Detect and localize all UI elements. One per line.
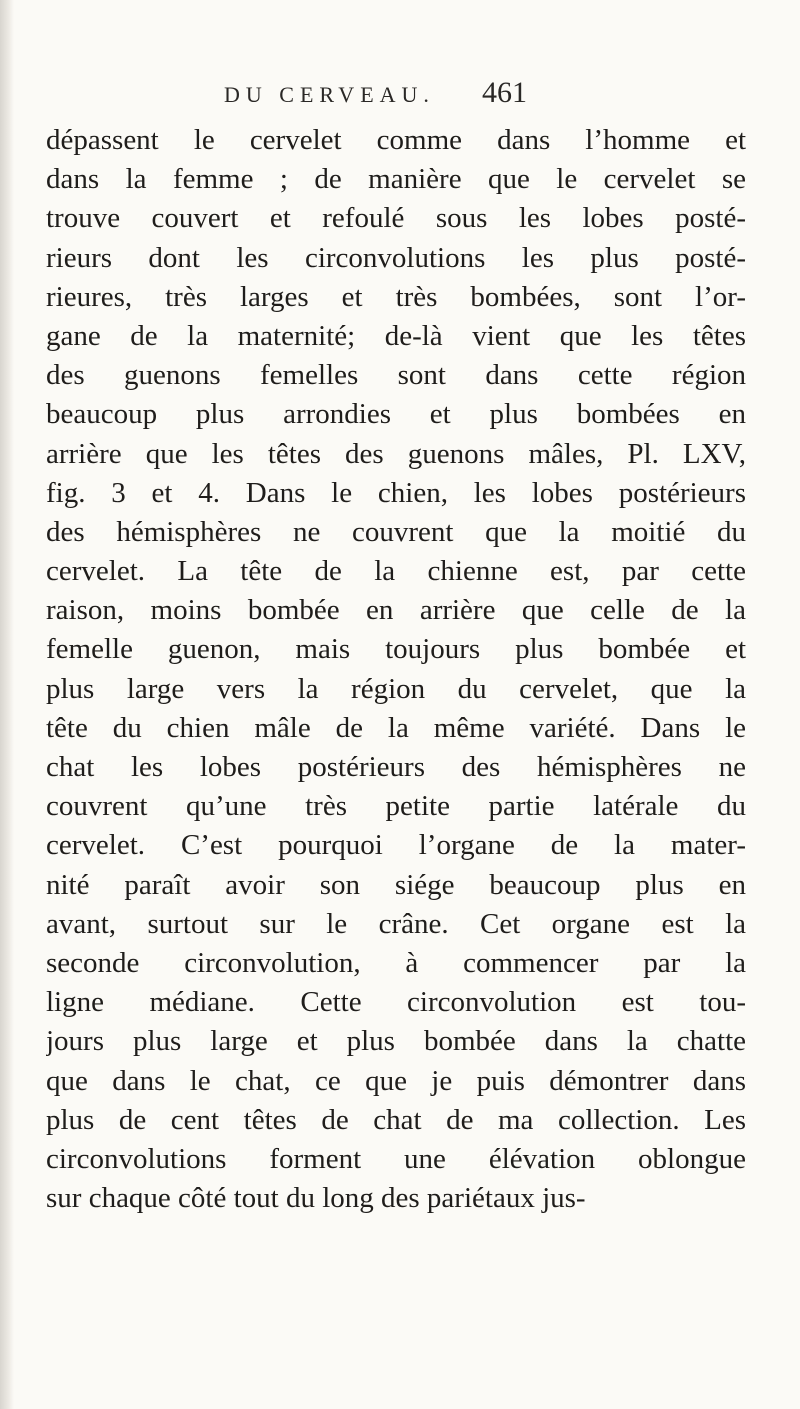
- text-line: arrière que les têtes des guenons mâles, Pl. LXV,: [46, 437, 746, 470]
- text-line: sur chaque côté tout du long des pariétaux jus-: [46, 1182, 586, 1215]
- text-line: seconde circonvolution, à commencer par la: [46, 946, 746, 979]
- text-line: ligne médiane. Cette circonvolution est tou-: [46, 986, 746, 1019]
- text-line: rieurs dont les circonvolutions les plus posté-: [46, 241, 746, 274]
- text-line: raison, moins bombée en arrière que celle de la: [46, 594, 746, 627]
- text-line: femelle guenon, mais toujours plus bombée et: [46, 633, 746, 666]
- text-line: beaucoup plus arrondies et plus bombées en: [46, 398, 746, 431]
- text-line: des hémisphères ne couvrent que la moitié du: [46, 515, 746, 548]
- text-line: circonvolutions forment une élévation oblongue: [46, 1142, 746, 1175]
- text-line: avant, surtout sur le crâne. Cet organe est la: [46, 907, 746, 940]
- text-line: des guenons femelles sont dans cette région: [46, 359, 746, 392]
- text-line: trouve couvert et refoulé sous les lobes posté-: [46, 202, 746, 235]
- text-line: dépassent le cervelet comme dans l’homme et: [46, 124, 746, 156]
- text-line: plus large vers la région du cervelet, que la: [46, 672, 746, 705]
- text-line: plus de cent têtes de chat de ma collection. Les: [46, 1103, 746, 1136]
- text-line: fig. 3 et 4. Dans le chien, les lobes postérieurs: [46, 476, 746, 509]
- text-line: couvrent qu’une très petite partie latérale du: [46, 790, 746, 823]
- text-line: que dans le chat, ce que je puis démontrer dans: [46, 1064, 746, 1097]
- text-line: nité paraît avoir son siége beaucoup plus en: [46, 868, 746, 901]
- text-line: tête du chien mâle de la même variété. Dans le: [46, 711, 746, 744]
- text-line: cervelet. La tête de la chienne est, par cette: [46, 555, 746, 588]
- running-head: [224, 76, 664, 116]
- text-line: rieures, très larges et très bombées, sont l’or-: [46, 280, 746, 313]
- running-title: DU CERVEAU.: [224, 82, 435, 107]
- text-line: dans la femme ; de manière que le cervelet se: [46, 163, 746, 196]
- page-number: 461: [482, 76, 527, 109]
- text-line: jours plus large et plus bombée dans la chatte: [46, 1025, 746, 1058]
- text-line: cervelet. C’est pourquoi l’organe de la mater-: [46, 829, 746, 862]
- body-text: [46, 121, 746, 1218]
- text-line: chat les lobes postérieurs des hémisphères ne: [46, 751, 746, 783]
- text-line: gane de la maternité; de-là vient que les têtes: [46, 319, 746, 352]
